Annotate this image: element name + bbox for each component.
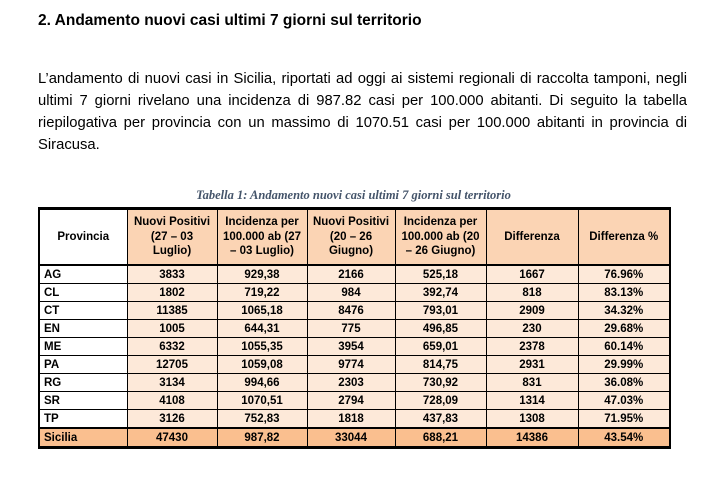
cell-value: 2303	[307, 374, 395, 392]
cell-value: 83.13%	[578, 284, 670, 302]
cell-value: 1818	[307, 410, 395, 429]
cell-value: 8476	[307, 302, 395, 320]
cell-value: 659,01	[395, 338, 486, 356]
cell-value: 1308	[486, 410, 578, 429]
table-row	[39, 374, 670, 392]
cell-value: 1802	[127, 284, 217, 302]
table-total-row	[39, 428, 670, 448]
cell-provincia: EN	[39, 320, 127, 338]
cell-value: 29.68%	[578, 320, 670, 338]
cell-value: 814,75	[395, 356, 486, 374]
cell-value: 36.08%	[578, 374, 670, 392]
total-value: 688,21	[395, 428, 486, 448]
table-row	[39, 392, 670, 410]
table-body	[39, 265, 670, 448]
column-header: Incidenza per 100.000 ab (20 – 26 Giugno)	[395, 209, 486, 266]
cell-provincia: TP	[39, 410, 127, 429]
body-paragraph: L’andamento di nuovi casi in Sicilia, riportati ad oggi ai sistemi regionali di raccolta tamponi, negli ultimi 7 giorni rivelano una incidenza di 987.82 casi per 100.000 abitanti. Di seguito la tabella riepilogativa per provincia con un massimo di 1070.51 casi per 100.000 abitanti in provincia di Siracusa.	[38, 71, 687, 153]
cell-value: 230	[486, 320, 578, 338]
cell-provincia: CT	[39, 302, 127, 320]
cell-value: 34.32%	[578, 302, 670, 320]
cell-value: 994,66	[217, 374, 307, 392]
cell-value: 1314	[486, 392, 578, 410]
total-value: 47430	[127, 428, 217, 448]
cell-value: 9774	[307, 356, 395, 374]
table-row	[39, 265, 670, 284]
cell-value: 2909	[486, 302, 578, 320]
cell-value: 1065,18	[217, 302, 307, 320]
section-heading: 2. Andamento nuovi casi ultimi 7 giorni sul territorio	[38, 12, 422, 29]
cell-value: 793,01	[395, 302, 486, 320]
column-header: Differenza %	[578, 209, 670, 266]
cell-provincia: SR	[39, 392, 127, 410]
cell-value: 644,31	[217, 320, 307, 338]
cell-value: 1005	[127, 320, 217, 338]
cell-value: 818	[486, 284, 578, 302]
cell-provincia: PA	[39, 356, 127, 374]
cell-value: 29.99%	[578, 356, 670, 374]
cell-value: 1070,51	[217, 392, 307, 410]
column-header: Provincia	[39, 209, 127, 266]
column-header: Differenza	[486, 209, 578, 266]
cell-provincia: AG	[39, 265, 127, 284]
cell-provincia: CL	[39, 284, 127, 302]
cell-value: 3126	[127, 410, 217, 429]
cell-value: 76.96%	[578, 265, 670, 284]
table-row	[39, 302, 670, 320]
cell-value: 71.95%	[578, 410, 670, 429]
cell-value: 392,74	[395, 284, 486, 302]
table-header-row	[39, 209, 670, 266]
cell-value: 719,22	[217, 284, 307, 302]
cell-value: 831	[486, 374, 578, 392]
cell-provincia: ME	[39, 338, 127, 356]
cell-value: 929,38	[217, 265, 307, 284]
cell-value: 525,18	[395, 265, 486, 284]
cell-value: 2931	[486, 356, 578, 374]
column-header: Nuovi Positivi (27 – 03 Luglio)	[127, 209, 217, 266]
cell-value: 60.14%	[578, 338, 670, 356]
cell-value: 1059,08	[217, 356, 307, 374]
cell-value: 728,09	[395, 392, 486, 410]
cell-value: 496,85	[395, 320, 486, 338]
cell-value: 984	[307, 284, 395, 302]
cell-value: 730,92	[395, 374, 486, 392]
cell-value: 3134	[127, 374, 217, 392]
cell-value: 775	[307, 320, 395, 338]
table-row	[39, 356, 670, 374]
cell-value: 4108	[127, 392, 217, 410]
total-label: Sicilia	[39, 428, 127, 448]
cell-value: 2378	[486, 338, 578, 356]
cell-value: 3954	[307, 338, 395, 356]
cell-value: 6332	[127, 338, 217, 356]
column-header: Incidenza per 100.000 ab (27 – 03 Luglio)	[217, 209, 307, 266]
cell-value: 12705	[127, 356, 217, 374]
cell-value: 2794	[307, 392, 395, 410]
cell-value: 1055,35	[217, 338, 307, 356]
table-row	[39, 410, 670, 429]
total-value: 43.54%	[578, 428, 670, 448]
cell-value: 437,83	[395, 410, 486, 429]
province-data-table	[38, 207, 671, 449]
cell-value: 752,83	[217, 410, 307, 429]
cell-value: 2166	[307, 265, 395, 284]
cell-value: 47.03%	[578, 392, 670, 410]
cell-value: 1667	[486, 265, 578, 284]
table-row	[39, 320, 670, 338]
total-value: 33044	[307, 428, 395, 448]
table-header	[39, 209, 670, 266]
table-row	[39, 284, 670, 302]
table-caption: Tabella 1: Andamento nuovi casi ultimi 7 giorni sul territorio	[196, 188, 511, 202]
table-row	[39, 338, 670, 356]
total-value: 14386	[486, 428, 578, 448]
cell-value: 3833	[127, 265, 217, 284]
total-value: 987,82	[217, 428, 307, 448]
cell-value: 11385	[127, 302, 217, 320]
cell-provincia: RG	[39, 374, 127, 392]
column-header: Nuovi Positivi (20 – 26 Giugno)	[307, 209, 395, 266]
